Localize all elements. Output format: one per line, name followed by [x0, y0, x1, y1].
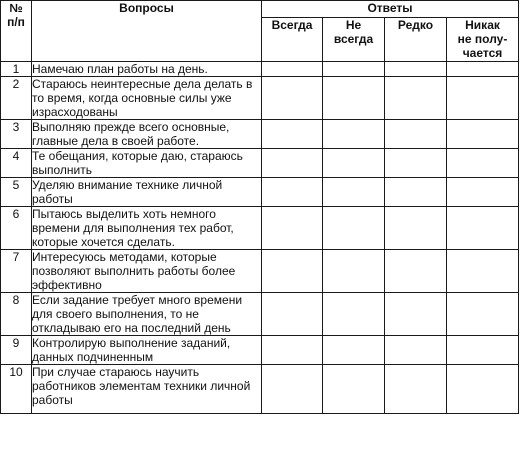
question-number: 2: [1, 77, 32, 120]
question-row: [1, 293, 519, 336]
answer-option-label-line: Всегда: [271, 18, 313, 32]
questions-column-header: Вопросы: [32, 1, 262, 62]
answer-cell-always[interactable]: [262, 365, 323, 414]
answers-group-header: Ответы: [262, 1, 519, 18]
question-text: При случае стараюсь научить работников элементам техники личной работы: [32, 365, 262, 414]
question-text: Интересуюсь методами, которые позволяют выполнить работы более эффективно: [32, 250, 262, 293]
question-text: Если задание требует много времени для своего выполнения, то не откладываю его на последний день: [32, 293, 262, 336]
question-text: Намечаю план работы на день.: [32, 62, 262, 77]
answer-option-label-line: Редко: [397, 18, 434, 32]
question-number: 7: [1, 250, 32, 293]
question-row: [1, 207, 519, 250]
answer-cell-never-succeeds[interactable]: [447, 207, 519, 250]
answer-cell-always[interactable]: [262, 336, 323, 365]
question-number: 5: [1, 178, 32, 207]
number-column-header: [1, 1, 32, 62]
question-row: [1, 336, 519, 365]
questions-body: [1, 62, 519, 414]
answer-cell-never-succeeds[interactable]: [447, 77, 519, 120]
answer-cell-not-always[interactable]: [323, 250, 385, 293]
answer-cell-not-always[interactable]: [323, 149, 385, 178]
question-text: Выполняю прежде всего основные, главные дела в своей работе.: [32, 120, 262, 149]
answer-cell-never-succeeds[interactable]: [447, 62, 519, 77]
question-row: [1, 365, 519, 414]
answer-cell-rarely[interactable]: [385, 365, 447, 414]
answer-cell-rarely[interactable]: [385, 178, 447, 207]
answer-cell-rarely[interactable]: [385, 120, 447, 149]
answer-cell-rarely[interactable]: [385, 149, 447, 178]
number-header-line-1: №: [9, 1, 23, 15]
answer-cell-never-succeeds[interactable]: [447, 149, 519, 178]
answer-option-label-line: чается: [462, 46, 503, 60]
question-text: Стараюсь неинтересные дела делать в то время, когда основные силы уже израсходованы: [32, 77, 262, 120]
number-header-line-2: п/п: [7, 15, 25, 29]
answer-cell-always[interactable]: [262, 120, 323, 149]
question-number: 1: [1, 62, 32, 77]
question-text: Уделяю внимание технике личной работы: [32, 178, 262, 207]
question-row: [1, 178, 519, 207]
question-text: Пытаюсь выделить хоть немного времени для выполнения тех работ, которые хочется сделать.: [32, 207, 262, 250]
answer-option-label-line: Никак: [465, 18, 500, 32]
answer-cell-not-always[interactable]: [323, 77, 385, 120]
answer-cell-rarely[interactable]: [385, 293, 447, 336]
answer-cell-rarely[interactable]: [385, 77, 447, 120]
answer-cell-not-always[interactable]: [323, 207, 385, 250]
answer-cell-never-succeeds[interactable]: [447, 120, 519, 149]
answer-cell-rarely[interactable]: [385, 207, 447, 250]
answer-cell-rarely[interactable]: [385, 336, 447, 365]
answer-option-header-always: [262, 18, 323, 62]
question-text: Контролирую выполнение заданий, данных подчиненным: [32, 336, 262, 365]
answer-cell-always[interactable]: [262, 250, 323, 293]
answer-cell-always[interactable]: [262, 178, 323, 207]
answer-cell-always[interactable]: [262, 77, 323, 120]
question-number: 4: [1, 149, 32, 178]
question-row: [1, 77, 519, 120]
question-row: [1, 62, 519, 77]
question-number: 9: [1, 336, 32, 365]
answer-cell-always[interactable]: [262, 62, 323, 77]
question-text: Те обещания, которые даю, стараюсь выполнить: [32, 149, 262, 178]
answer-cell-not-always[interactable]: [323, 120, 385, 149]
question-number: 8: [1, 293, 32, 336]
question-number: 6: [1, 207, 32, 250]
answer-cell-never-succeeds[interactable]: [447, 178, 519, 207]
answer-option-header-not-always: [323, 18, 385, 62]
question-number: 3: [1, 120, 32, 149]
answer-cell-always[interactable]: [262, 207, 323, 250]
answer-option-label-line: не полу-: [457, 32, 508, 46]
question-row: [1, 120, 519, 149]
answer-cell-rarely[interactable]: [385, 250, 447, 293]
answer-option-label-line: Не: [345, 18, 362, 32]
answer-option-header-never-succeeds: [447, 18, 519, 62]
question-number: 10: [1, 365, 32, 414]
answer-cell-never-succeeds[interactable]: [447, 293, 519, 336]
answer-cell-not-always[interactable]: [323, 293, 385, 336]
answer-cell-rarely[interactable]: [385, 62, 447, 77]
answer-cell-not-always[interactable]: [323, 178, 385, 207]
answer-cell-not-always[interactable]: [323, 336, 385, 365]
answer-cell-always[interactable]: [262, 293, 323, 336]
question-row: [1, 149, 519, 178]
answer-option-label-line: всегда: [333, 32, 374, 46]
answer-cell-not-always[interactable]: [323, 365, 385, 414]
answer-cell-never-succeeds[interactable]: [447, 336, 519, 365]
answer-option-header-rarely: [385, 18, 447, 62]
answer-cell-never-succeeds[interactable]: [447, 365, 519, 414]
answer-cell-not-always[interactable]: [323, 62, 385, 77]
answer-cell-never-succeeds[interactable]: [447, 250, 519, 293]
question-row: [1, 250, 519, 293]
answer-cell-always[interactable]: [262, 149, 323, 178]
